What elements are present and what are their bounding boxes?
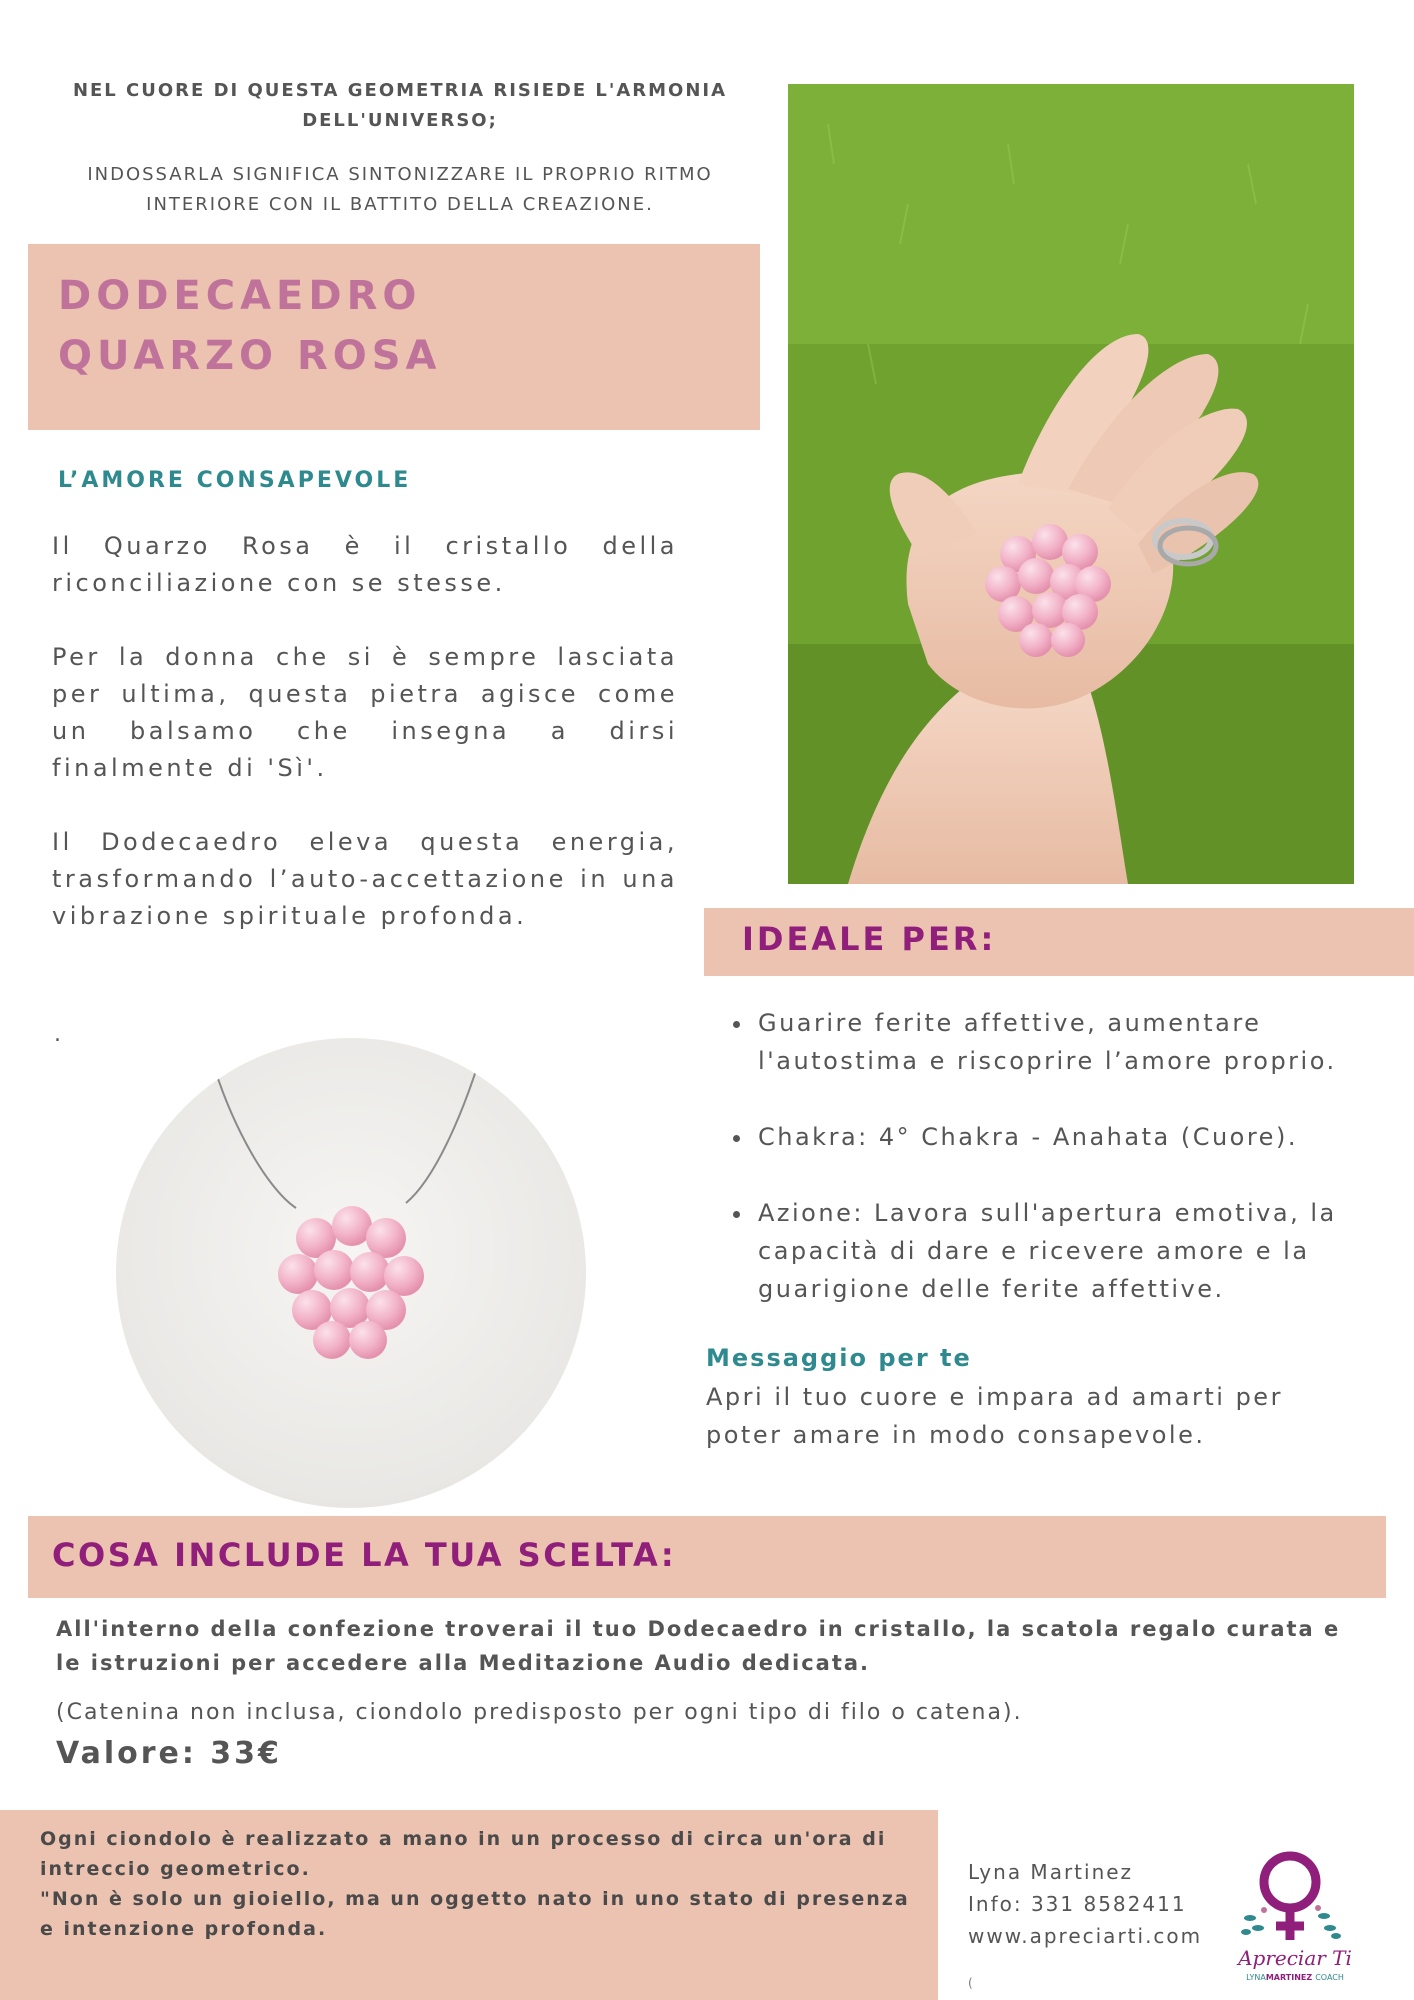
product-title bbox=[58, 266, 442, 386]
description-paragraph: Il Quarzo Rosa è il cristallo della riconciliazione con se stesse. bbox=[52, 532, 678, 597]
handmade-footer-panel bbox=[0, 1810, 938, 2000]
intro-light-line-2: INTERIORE CON IL BATTITO DELLA CREAZIONE. bbox=[146, 194, 654, 215]
intro-bold-line-2: DELL'UNIVERSO; bbox=[302, 110, 498, 131]
description-paragraph: Per la donna che si è sempre lasciata per ultima, questa pietra agisce come un balsamo che insegna a dirsi finalmente di 'Sì'. bbox=[52, 643, 678, 782]
necklace-photo-illustration bbox=[116, 1038, 586, 1508]
includes-panel bbox=[28, 1516, 1386, 1598]
logo-tagline-c: COACH bbox=[1315, 1973, 1344, 1982]
title-panel bbox=[28, 244, 760, 430]
intro-bold-text bbox=[60, 76, 740, 136]
list-item: • Azione: Lavora sull'apertura emotiva, la capacità di dare e ricevere amore e la guarigione delle ferite affettive. bbox=[754, 1194, 1394, 1308]
hand-photo-illustration bbox=[788, 84, 1354, 884]
ideal-for-list bbox=[718, 1004, 1394, 1346]
logo-tagline bbox=[1246, 1973, 1344, 1982]
contact-website[interactable]: www.apreciarti.com bbox=[968, 1924, 1203, 1948]
handmade-footer-text bbox=[40, 1824, 930, 1944]
tiny-mark: ( bbox=[968, 1976, 973, 1990]
contact-name: Lyna Martinez bbox=[968, 1860, 1134, 1884]
price-value: Valore: 33€ bbox=[56, 1736, 282, 1771]
hand-holding-pendant-photo bbox=[788, 84, 1354, 884]
intro-light-text bbox=[60, 160, 740, 220]
apreciar-ti-logo bbox=[1220, 1840, 1370, 1990]
venus-logo-icon bbox=[1220, 1840, 1370, 1990]
necklace-pendant-photo bbox=[116, 1038, 586, 1508]
includes-heading: COSA INCLUDE LA TUA SCELTA: bbox=[52, 1536, 677, 1574]
product-description bbox=[52, 528, 678, 972]
ideal-for-panel bbox=[704, 908, 1414, 976]
contact-info bbox=[968, 1856, 1202, 1952]
logo-tagline-a: LYNA bbox=[1246, 1973, 1266, 1982]
message-heading: Messaggio per te bbox=[706, 1344, 972, 1372]
product-title-line-1: DODECAEDRO bbox=[58, 273, 422, 319]
stray-dot: . bbox=[54, 1022, 61, 1047]
description-paragraph: Il Dodecaedro eleva questa energia, trasformando l’auto-accettazione in una vibrazione spirituale profonda. bbox=[52, 828, 678, 930]
list-item: • Chakra: 4° Chakra - Anahata (Cuore). bbox=[754, 1118, 1394, 1156]
product-title-line-2: QUARZO ROSA bbox=[58, 333, 442, 379]
intro-bold-line-1: NEL CUORE DI QUESTA GEOMETRIA RISIEDE L'ARMONIA bbox=[72, 80, 728, 101]
footer-line: Ogni ciondolo è realizzato a mano in un processo di circa un'ora di intreccio geometrico. bbox=[40, 1828, 887, 1880]
message-text: Apri il tuo cuore e impara ad amarti per poter amare in modo consapevole. bbox=[706, 1383, 1283, 1449]
includes-description: All'interno della confezione troverai il tuo Dodecaedro in cristallo, la scatola regalo curata e le istruzioni per accedere alla Meditazione Audio dedicata. bbox=[56, 1617, 1341, 1675]
logo-brand: Apreciar Ti bbox=[1238, 1946, 1352, 1970]
list-item: • Guarire ferite affettive, aumentare l'autostima e riscoprire l’amore proprio. bbox=[754, 1004, 1394, 1080]
contact-phone[interactable]: Info: 331 8582411 bbox=[968, 1892, 1187, 1916]
chain-note: (Catenina non inclusa, ciondolo predisposto per ogni tipo di filo o catena). bbox=[56, 1700, 1023, 1725]
footer-line: "Non è solo un gioiello, ma un oggetto nato in uno stato di presenza e intenzione profonda. bbox=[40, 1888, 910, 1940]
logo-tagline-b: MARTINEZ bbox=[1265, 1973, 1313, 1982]
intro-light-line-1: INDOSSARLA SIGNIFICA SINTONIZZARE IL PROPRIO RITMO bbox=[87, 164, 713, 185]
ideal-for-heading: IDEALE PER: bbox=[742, 920, 997, 958]
product-subtitle: L’AMORE CONSAPEVOLE bbox=[58, 468, 412, 493]
